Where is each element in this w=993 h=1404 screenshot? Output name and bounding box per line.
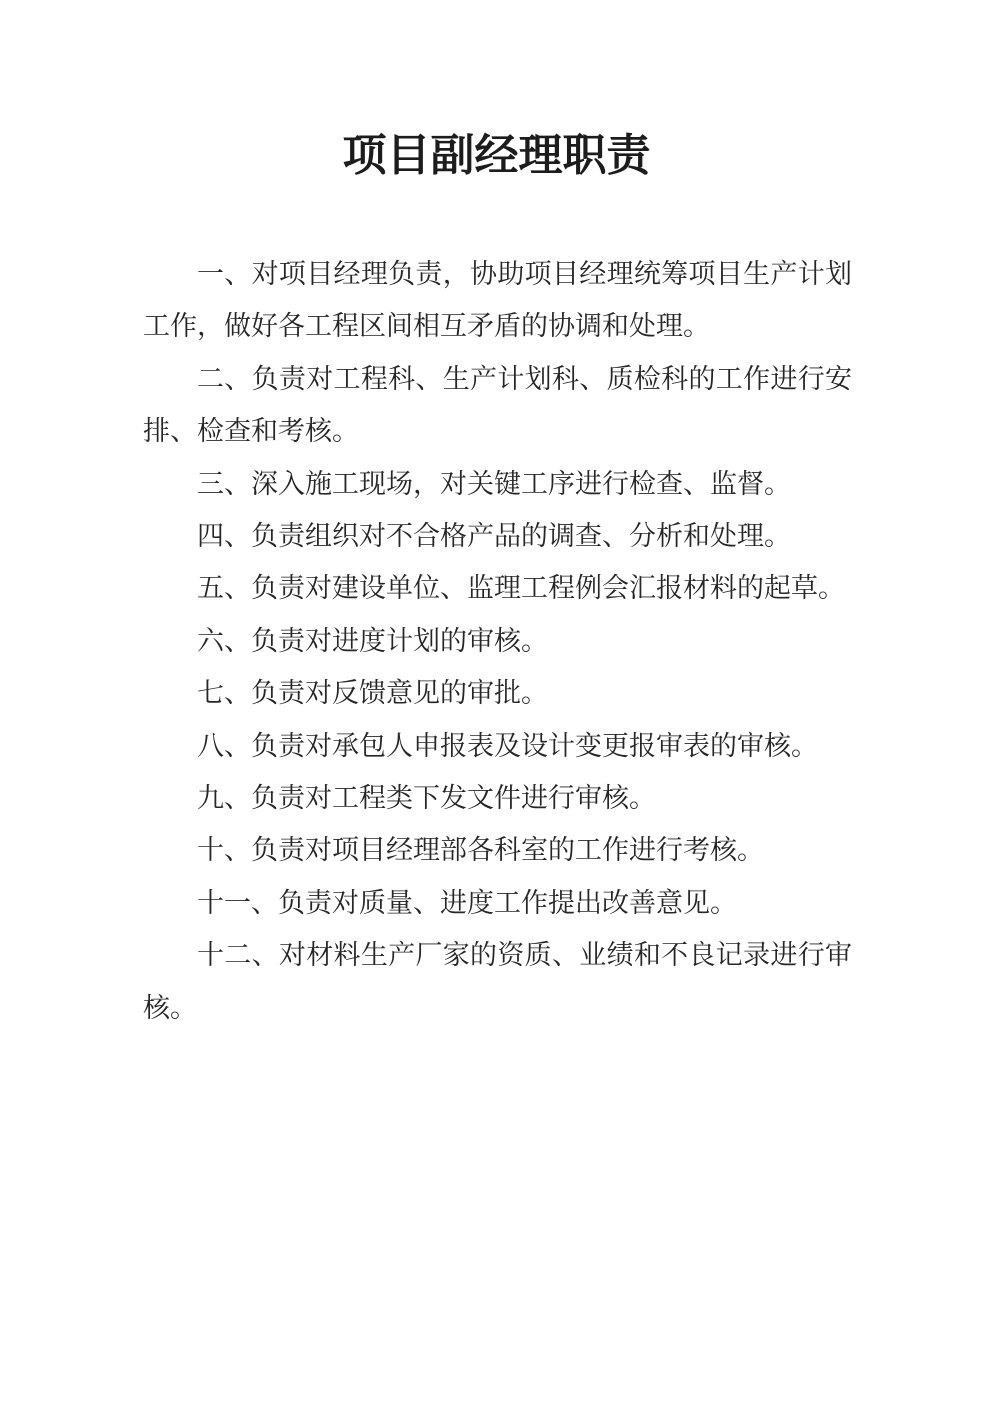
duty-item: 二、负责对工程科、生产计划科、质检科的工作进行安排、检查和考核。 [143, 363, 852, 447]
document-body [143, 248, 852, 1034]
duty-item: 五、负责对建设单位、监理工程例会汇报材料的起草。 [197, 573, 845, 604]
duty-item: 十、负责对项目经理部各科室的工作进行考核。 [197, 835, 764, 866]
duty-item: 三、深入施工现场，对关键工序进行检查、监督。 [197, 468, 791, 499]
duty-item: 七、负责对反馈意见的审批。 [197, 678, 548, 709]
duty-item: 四、负责组织对不合格产品的调查、分析和处理。 [197, 521, 791, 552]
document-title: 项目副经理职责 [342, 131, 651, 180]
duty-item: 一、对项目经理负责，协助项目经理统筹项目生产计划工作，做好各工程区间相互矛盾的协调和处理。 [143, 259, 852, 342]
duty-item: 九、负责对工程类下发文件进行审核。 [197, 783, 656, 814]
duty-item: 十一、负责对质量、进度工作提出改善意见。 [197, 887, 737, 918]
duty-item: 八、负责对承包人申报表及设计变更报审表的审核。 [197, 730, 818, 761]
duty-item: 六、负责对进度计划的审核。 [197, 625, 548, 656]
duty-item: 十二、对材料生产厂家的资质、业绩和不良记录进行审核。 [143, 940, 852, 1023]
